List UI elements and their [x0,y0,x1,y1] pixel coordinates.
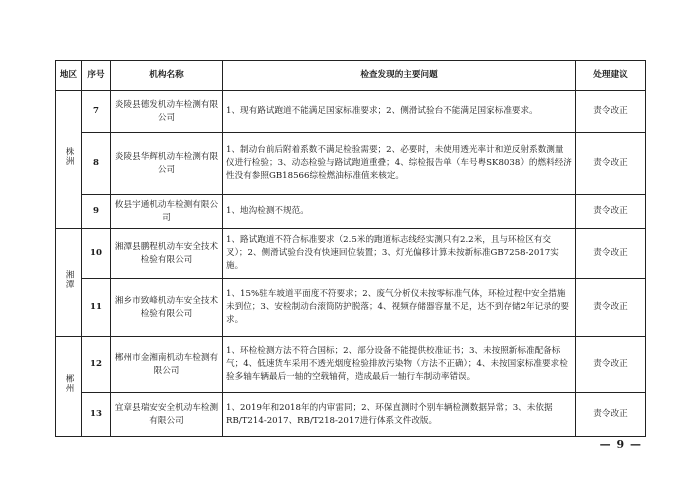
table-row [56,393,646,437]
issue-cell: 1、2019年和2018年的内审雷同；2、环保直测时个别车辆检测数据异常；3、未依据RB/T214-2017、RB/T218-2017进行体系文件改版。 [223,393,576,437]
header-org: 机构名称 [111,61,223,91]
header-seq: 序号 [82,61,111,91]
region-cell-zhuzhou: 株洲 [56,91,82,229]
advice-cell: 责令改正 [576,91,646,133]
header-region: 地区 [56,61,82,91]
region-cell-chenzhou: 郴州 [56,337,82,437]
table-row [56,195,646,229]
org-cell: 湘潭县鹏程机动车安全技术检验有限公司 [111,229,223,279]
header-issue: 检查发现的主要问题 [223,61,576,91]
table-row [56,337,646,393]
seq-cell: 8 [82,133,111,195]
inspection-table [55,60,646,437]
seq-cell: 11 [82,279,111,337]
seq-cell: 7 [82,91,111,133]
seq-cell: 10 [82,229,111,279]
seq-cell: 13 [82,393,111,437]
advice-cell: 责令改正 [576,229,646,279]
table-row [56,279,646,337]
issue-cell: 1、现有路试跑道不能满足国家标准要求；2、侧滑试验台不能满足国家标准要求。 [223,91,576,133]
page-number: — 9 — [599,438,642,451]
issue-cell: 1、路试跑道不符合标准要求（2.5米的跑道标志线经实测只有2.2米，且与环检区有交叉）；2、侧滑试验台没有快速回位装置；3、灯光偏移计算未按新标准GB7258-2017实施。 [223,229,576,279]
org-cell: 湘乡市致峰机动车安全技术检验有限公司 [111,279,223,337]
table-header-row [56,61,646,91]
issue-cell: 1、环检检测方法不符合国标；2、部分设备不能提供校准证书；3、未按照新标准配备标气；4、低速货车采用不透光烟度检验排放污染物（方法不正确）；4、未按国家标准要求检验多轴车辆最后一轴的空载轴荷，造成最后一轴行车制动率错误。 [223,337,576,393]
region-cell-xiangtan: 湘潭 [56,229,82,337]
advice-cell: 责令改正 [576,393,646,437]
advice-cell: 责令改正 [576,279,646,337]
seq-cell: 9 [82,195,111,229]
table-row [56,133,646,195]
org-cell: 炎陵县德发机动车检测有限公司 [111,91,223,133]
advice-cell: 责令改正 [576,133,646,195]
header-advice: 处理建议 [576,61,646,91]
table-row [56,229,646,279]
org-cell: 炎陵县华辉机动车检测有限公司 [111,133,223,195]
org-cell: 宜章县瑞安安全机动车检测有限公司 [111,393,223,437]
org-cell: 郴州市金湘南机动车检测有限公司 [111,337,223,393]
advice-cell: 责令改正 [576,195,646,229]
table-row [56,91,646,133]
issue-cell: 1、15%驻车坡道平面度不符要求；2、废气分析仪未按零标准气体，环检过程中安全措施未到位；3、安检制动台滚筒防护脱落；4、视频存储器容量不足，达不到存储2年记录的要求。 [223,279,576,337]
advice-cell: 责令改正 [576,337,646,393]
seq-cell: 12 [82,337,111,393]
issue-cell: 1、制动台前后附着系数不满足检验需要；2、必要时，未使用透光率计和逆反射系数测量仪进行检验；3、动态检验与路试跑道重叠；4、综检报告单（车号粤SK8038）的燃料经济性没有参照GB18566综检燃油标准值来核定。 [223,133,576,195]
org-cell: 攸县宇通机动车检测有限公司 [111,195,223,229]
issue-cell: 1、地沟检测不规范。 [223,195,576,229]
